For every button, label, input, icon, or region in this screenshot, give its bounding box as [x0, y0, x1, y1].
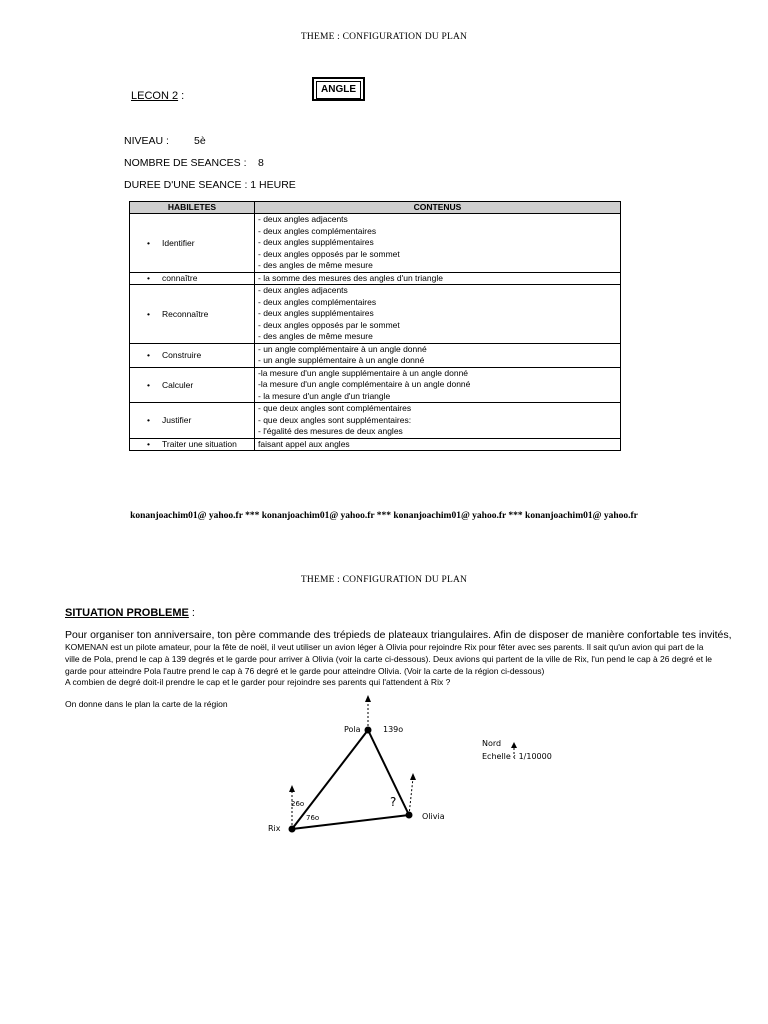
north-arrow-olivia-icon [410, 773, 416, 780]
content-line: - des angles de même mesure [258, 331, 373, 341]
skill-label: Traiter une situation [162, 439, 237, 450]
north-ref-olivia [409, 778, 413, 815]
scale-label: Echelle : 1/10000 [482, 752, 552, 761]
problem-intro: Pour organiser ton anniversaire, ton père commande des trépieds de plateaux triangulaires. Afin de disposer de manière confortable tes invités, [65, 629, 732, 641]
content-line: - que deux angles sont supplémentaires: [258, 414, 412, 425]
header-habiletes: HABILETES [130, 202, 255, 214]
lesson-title: ANGLE [316, 81, 361, 99]
pola-point [365, 727, 372, 734]
north-label: Nord [482, 739, 502, 748]
skill-label: connaître [162, 273, 198, 284]
north-arrow-pola-icon [365, 695, 371, 702]
content-line: -la mesure d'un angle complémentaire à un angle donné [258, 379, 471, 389]
pola-label: Pola [344, 725, 361, 734]
theme-header-2: THEME : CONFIGURATION DU PLAN [300, 575, 468, 585]
content-line: - deux angles supplémentaires [258, 237, 374, 247]
map-intro: On donne dans le plan la carte de la région [65, 699, 228, 709]
bullet-icon: • [147, 379, 150, 390]
north-arrow-legend-icon [511, 742, 517, 748]
olivia-point [406, 812, 413, 819]
content-line: -la mesure d'un angle supplémentaire à un angle donné [258, 367, 469, 378]
content-line: - que deux angles sont complémentaires [258, 403, 412, 413]
content-line: - deux angles adjacents [258, 285, 348, 295]
route-pola-olivia [368, 730, 409, 815]
email-footer: konanjoachim01@ yahoo.fr *** konanjoachim01@ yahoo.fr *** konanjoachim01@ yahoo.fr *** konanjoachim01@ yahoo.fr [130, 511, 638, 521]
header-contenus: CONTENUS [255, 202, 621, 214]
pola-angle-label: 139o [383, 725, 404, 734]
seances-label: NOMBRE DE SEANCES : [124, 157, 247, 169]
content-line: - un angle supplémentaire à un angle donné [258, 355, 425, 365]
content-line: faisant appel aux angles [258, 438, 350, 449]
bullet-icon: • [147, 308, 150, 319]
situation-label: SITUATION PROBLEME [65, 607, 189, 619]
content-line: - deux angles complémentaires [258, 296, 377, 307]
lesson-suffix: : [178, 90, 185, 102]
bullet-icon: • [147, 273, 150, 284]
north-arrow-rix-icon [289, 785, 295, 792]
bullet-icon: • [147, 439, 150, 450]
rix-angle-26-label: 26o [291, 800, 305, 808]
content-line: - deux angles opposés par le sommet [258, 319, 400, 330]
niveau-value: 5è [194, 135, 206, 147]
niveau-label: NIVEAU : [124, 135, 169, 147]
duree-row: DUREE D'UNE SEANCE : 1 HEURE [124, 179, 296, 191]
content-line: - un angle complémentaire à un angle donné [258, 343, 427, 354]
situation-suffix: : [188, 607, 195, 619]
olivia-label: Olivia [422, 812, 445, 821]
route-pola-rix [292, 730, 368, 829]
skill-label: Calculer [162, 379, 194, 390]
content-line: - la mesure d'un angle d'un triangle [258, 390, 391, 401]
skill-label: Reconnaître [162, 308, 209, 319]
content-line: - l'égalité des mesures de deux angles [258, 426, 403, 436]
bullet-icon: • [147, 415, 150, 426]
rix-angle-76-label: 76o [306, 814, 320, 822]
content-line: - la somme des mesures des angles d'un triangle [258, 272, 443, 283]
content-line: - deux angles opposés par le sommet [258, 248, 400, 259]
problem-line-2: ville de Pola, prend le cap à 139 degrés et le garde pour arriver à Olivia (voir la carte ci-dessous). Deux avions qui partent de la ville de Rix, l'un pend le cap à 26 degré et le [65, 654, 713, 664]
content-line: - deux angles complémentaires [258, 225, 377, 236]
rix-label: Rix [268, 824, 281, 833]
skill-label: Construire [162, 350, 202, 360]
skill-label: Justifier [162, 415, 192, 426]
skill-label: Identifier [162, 237, 195, 248]
problem-line-1: KOMENAN est un pilote amateur, pour la fête de noël, il veut utiliser un avion léger à Olivia pour rejoindre Rix pour fêter avec ses parents. Il sait qu'un avion qui part de la [65, 642, 704, 652]
content-line: - des angles de même mesure [258, 260, 373, 270]
bullet-icon: • [147, 350, 150, 360]
bullet-icon: • [147, 237, 150, 248]
problem-line-4: A combien de degré doit-il prendre le cap et le garder pour rejoindre ses parents qui l'attendent à Rix ? [65, 677, 451, 687]
unknown-angle-mark: ? [390, 795, 397, 809]
seances-value: 8 [258, 157, 264, 169]
theme-header: THEME : CONFIGURATION DU PLAN [300, 32, 468, 42]
lesson-label: LECON 2 [131, 90, 179, 102]
content-line: - deux angles supplémentaires [258, 308, 374, 318]
content-line: - deux angles adjacents [258, 214, 348, 224]
problem-line-3: garde pour atteindre Pola l'autre prend le cap à 76 degré et le garde pour atteindre Olivia. (Voir la carte de la région ci-dessous) [65, 666, 545, 676]
rix-point [289, 826, 296, 833]
